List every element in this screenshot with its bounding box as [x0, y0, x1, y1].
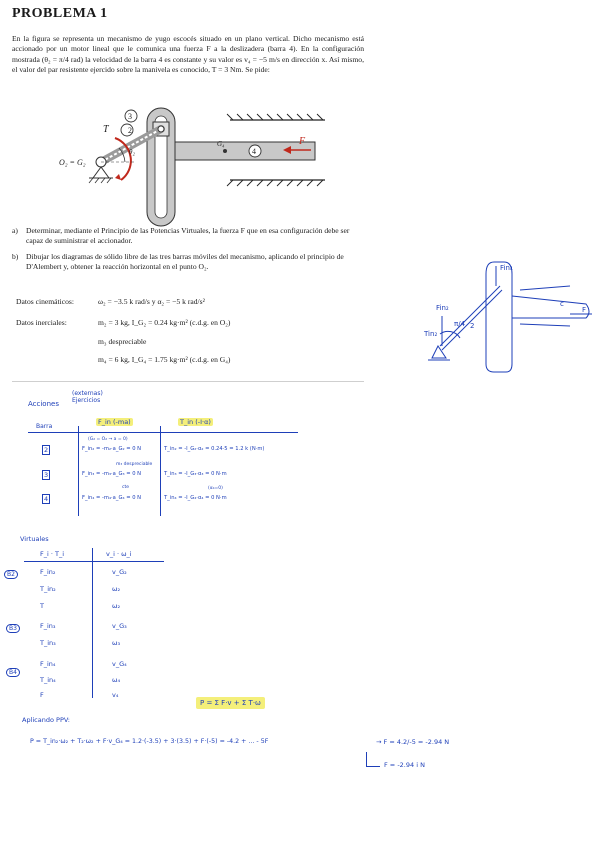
problem-title: PROBLEMA 1 — [12, 6, 108, 21]
result-force-vector: F = -2.94 i N — [384, 761, 425, 769]
group-right: v_G₃ — [112, 622, 127, 630]
group-left: F_in₂ — [40, 568, 56, 576]
table1-row-bar: 3 — [44, 471, 49, 479]
notes-section-note: (externas) Ejercicios — [72, 390, 103, 404]
table1-row-note: m₃ despreciable — [116, 462, 153, 467]
group-right: v_G₄ — [112, 660, 127, 668]
table2-col-right: v_i · ω_i — [106, 550, 132, 558]
group-left: T_in₄ — [40, 676, 56, 684]
group-label: B4 — [6, 668, 20, 677]
group-left: T — [40, 602, 44, 610]
label-bar-4: 4 — [252, 147, 256, 156]
label-theta: θ₂ — [129, 148, 135, 156]
table1-col-force: F_in (-ma) — [98, 418, 131, 426]
table1-row-torque: T_in₄ = -I_G₄·α₄ = 0 N·m — [164, 495, 227, 501]
label-torque: T — [103, 124, 109, 135]
sketch-label-angle: π/4 — [454, 320, 466, 328]
table1-row-torque: T_in₂ = -I_G₂·α₂ = 0.24·5 = 1.2 k (N·m) — [164, 446, 265, 452]
ppv-equation: P = T_in₂·ω₂ + T₂·ω₂ + F·v_G₄ = 1.2·(-3.5) + 3·(3.5) + F·(-5) = -4.2 + ... - 5F — [30, 738, 269, 745]
table1-row-bar: 4 — [44, 495, 49, 503]
group-label: B2 — [4, 570, 18, 579]
table1-row-bar: 2 — [44, 446, 49, 454]
kinematic-label: Datos cinemáticos: — [16, 297, 74, 306]
sketch-label-c: c — [560, 300, 564, 308]
hand-sketch — [420, 256, 598, 374]
sketch-label-fin4: Fin₄ — [500, 264, 513, 272]
notes-section2-title: Virtuales — [20, 535, 49, 543]
group-right: v_G₂ — [112, 568, 127, 576]
group-right: ω₂ — [112, 602, 121, 610]
group-left: T_in₃ — [40, 639, 56, 647]
table2-col-left: F_i · T_i — [40, 550, 65, 558]
group-left: T_in₂ — [40, 585, 56, 593]
table1-torque-note: (α₄=0) — [208, 486, 223, 491]
inertial-value: m₂ = 3 kg, I_G₂ = 0.24 kg·m² (c.d.g. en O₂) — [98, 318, 231, 327]
group-left: F — [40, 691, 44, 699]
notes-section-title: Acciones — [28, 400, 59, 408]
divider — [12, 381, 364, 382]
table1-row-note: (G₂ = O₂ → a = 0) — [88, 437, 128, 442]
group-left: F_in₃ — [40, 622, 56, 630]
label-o2-g2: O₂ = G₂ — [59, 158, 86, 167]
table1-row-torque: T_in₃ = -I_G₃·α₃ = 0 N·m — [164, 471, 227, 477]
sketch-label-tin2: Tin₂ — [424, 330, 438, 338]
result-force: → F = 4.2/-5 = -2.94 N — [376, 738, 450, 746]
table1-col-torque: T_in (-I·α) — [180, 418, 211, 426]
table1-col-bar: Barra — [36, 423, 53, 430]
table1-row-force: F_in₃ = -m₃·a_G₃ = 0 N — [82, 471, 142, 477]
question-a: a) Determinar, mediante el Principio de las Potencias Virtuales, la fuerza F que en esa configuración debe ser capaz de suministrar el accionador. — [12, 226, 350, 246]
label-g4: G₄ — [217, 140, 225, 148]
group-right: ω₂ — [112, 585, 121, 593]
group-label: B3 — [6, 624, 20, 633]
inertial-value: m₄ = 6 kg, I_G₄ = 1.75 kg·m² (c.d.g. en G₄) — [98, 355, 231, 364]
applying-label: Aplicando PPV: — [22, 716, 70, 724]
sketch-label-2: 2 — [470, 322, 475, 330]
group-right: ω₃ — [112, 639, 121, 647]
label-bar-3: 3 — [128, 112, 132, 121]
group-left: F_in₄ — [40, 660, 56, 668]
inertial-value: m₃ despreciable — [98, 337, 147, 346]
ppv-formula: P = Σ F·v + Σ T·ω — [196, 697, 265, 709]
group-right: v₄ — [112, 691, 119, 699]
sketch-label-fin2: Fin₂ — [436, 304, 449, 312]
table1-row-force: F_in₂ = -m₂·a_G₂ = 0 N — [82, 446, 142, 452]
mechanism-figure — [55, 104, 335, 229]
sketch-label-f: F — [582, 306, 587, 314]
label-force: F — [299, 136, 306, 147]
kinematic-value: ω₂ = −3.5 k rad/s y α₂ = −5 k rad/s² — [98, 297, 205, 306]
group-right: ω₄ — [112, 676, 121, 684]
label-bar-2: 2 — [128, 126, 132, 135]
problem-statement: En la figura se representa un mecanismo de yugo escocés situado en un plano vertical. Dicho mecanismo está accionado por un motor lineal que le comunica una fuerza F a la deslizadera (barra 4). En la configuración mostrada (θ₂ = π/4 rad) la velocidad de la barra 4 es constante y su valor es v₄ = −5 m/s en dirección x. Así mismo, el valor del par resistente ejercido sobre la manivela es conocido, T = 3 Nm. Se pide: — [12, 34, 364, 75]
inertial-label: Datos inerciales: — [16, 318, 67, 327]
table1-row-force: F_in₄ = -m₄·a_G₄ = 0 N — [82, 495, 142, 501]
table1-row-note: cte — [122, 485, 130, 490]
question-b: b) Dibujar los diagramas de sólido libre de las tres barras móviles del mecanismo, aplicando el principio de D'Alembert y, obtener la reacción horizontal en el punto O₂. — [12, 252, 344, 272]
